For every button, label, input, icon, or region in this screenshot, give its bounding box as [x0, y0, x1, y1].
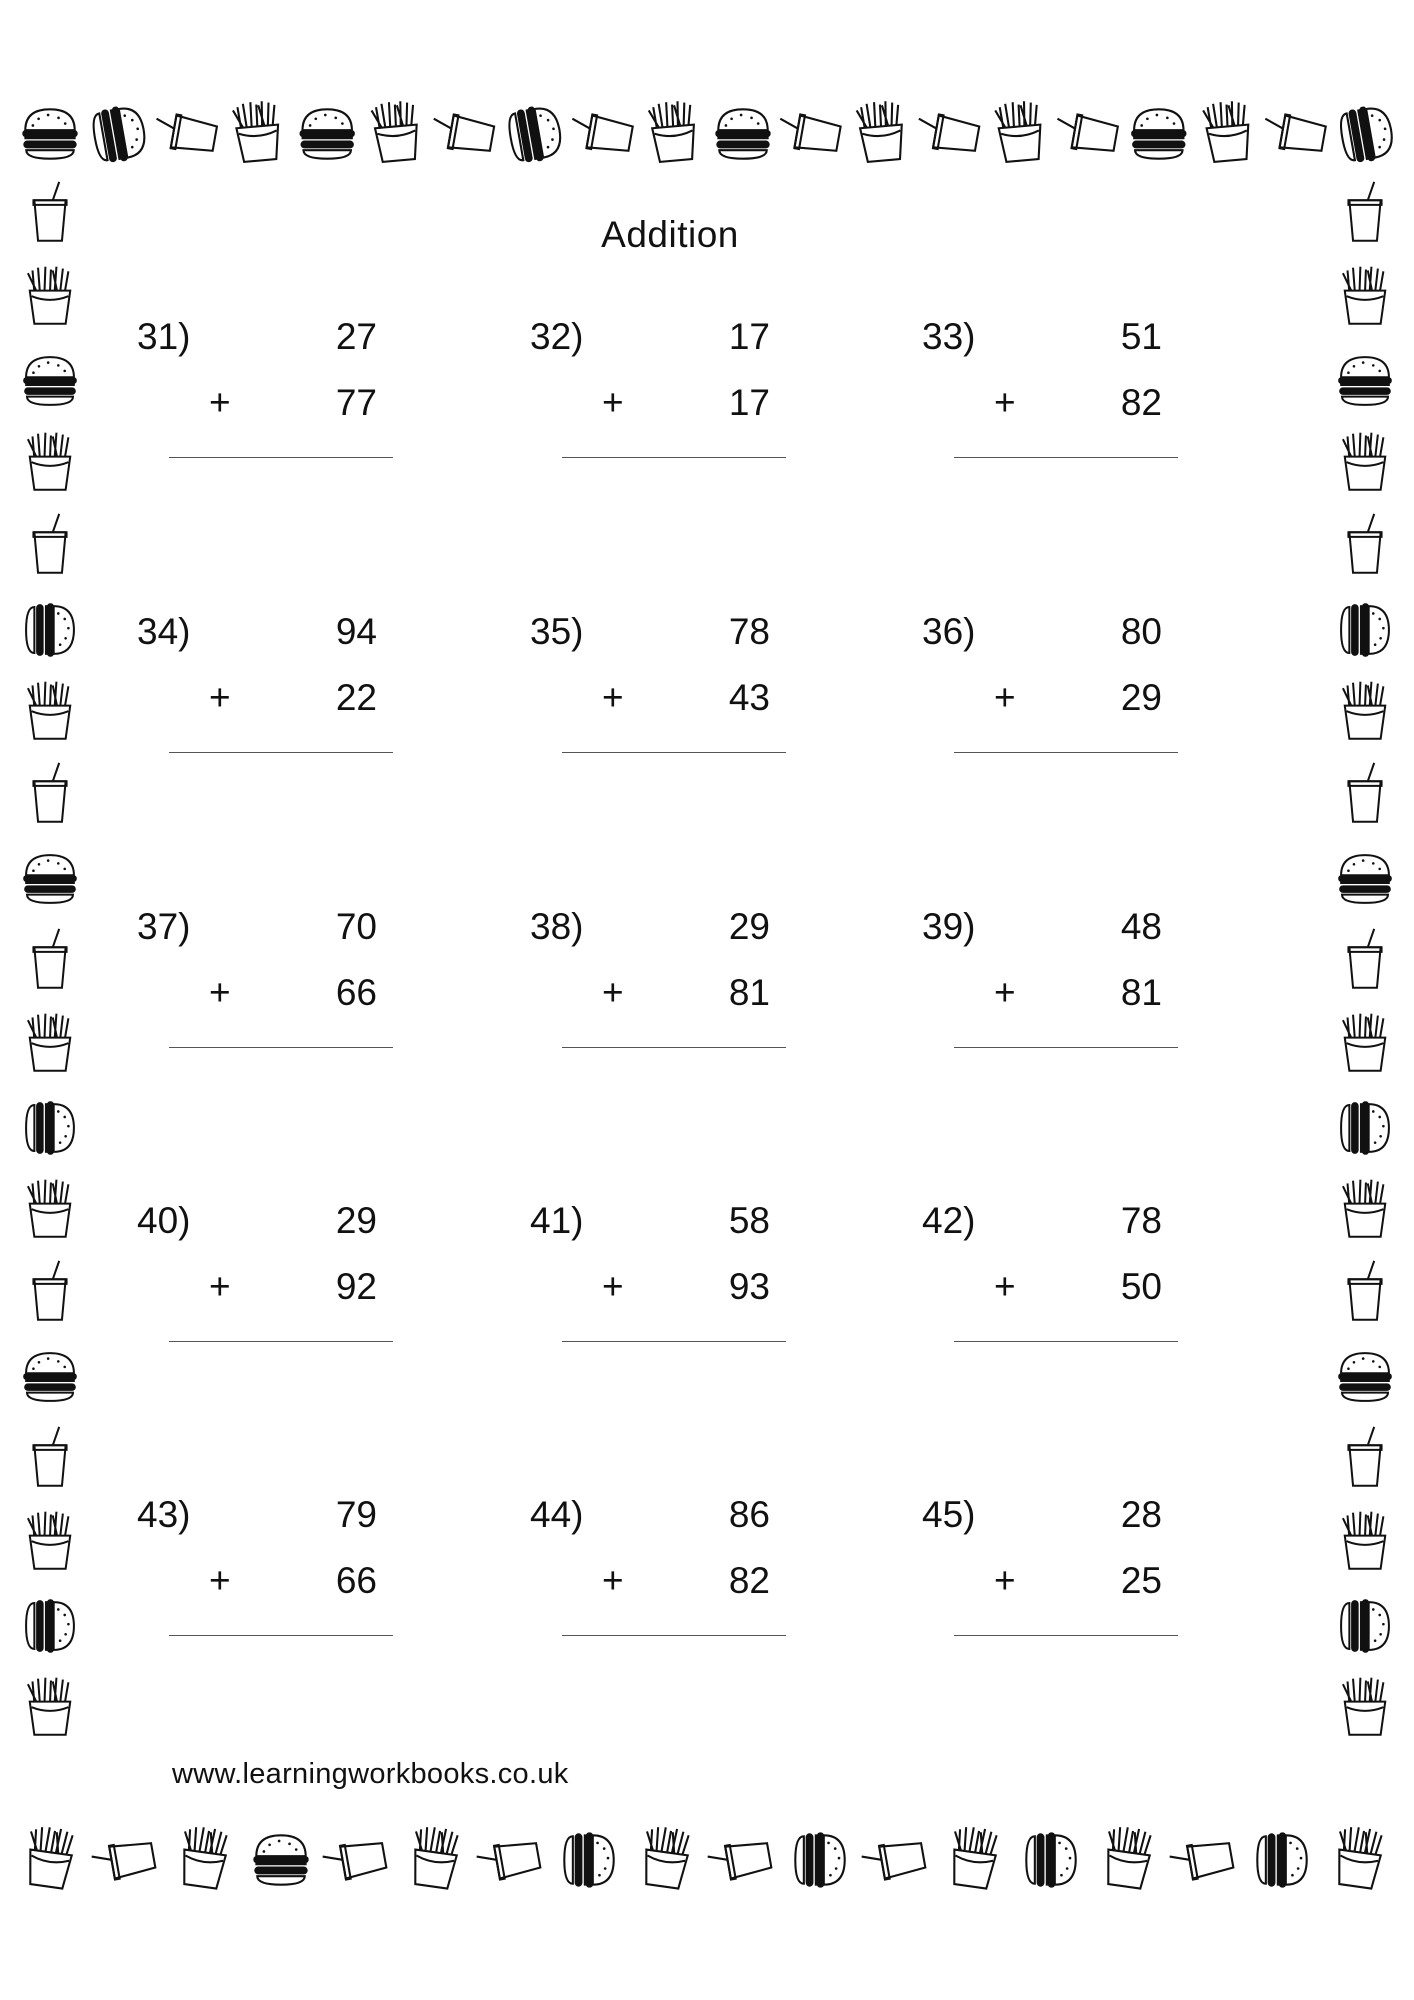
second-addend: 77	[335, 382, 377, 423]
second-addend: 93	[728, 1266, 770, 1307]
first-addend: 17	[728, 316, 770, 357]
burger-icon	[23, 109, 76, 158]
problem-item	[137, 1200, 397, 1400]
problem-number: 33)	[922, 316, 976, 357]
first-addend: 58	[728, 1200, 770, 1241]
problem-number: 44)	[530, 1494, 584, 1535]
first-addend: 78	[728, 611, 770, 652]
plus-sign: +	[209, 382, 231, 423]
problem-number: 35)	[530, 611, 584, 652]
burger-icon	[716, 109, 769, 158]
answer-line[interactable]	[562, 457, 786, 458]
fries-icon	[1203, 100, 1252, 162]
answer-line[interactable]	[169, 457, 393, 458]
problem-item	[922, 316, 1182, 516]
fries-icon	[948, 1825, 999, 1889]
plus-sign: +	[209, 972, 231, 1013]
answer-line[interactable]	[169, 1341, 393, 1342]
second-addend: 66	[335, 972, 377, 1013]
second-addend: 25	[1120, 1560, 1162, 1601]
answer-line[interactable]	[954, 752, 1178, 753]
burger-icon	[24, 1353, 76, 1401]
problem-item	[530, 316, 790, 516]
answer-line[interactable]	[954, 1047, 1178, 1048]
first-addend: 27	[335, 316, 377, 357]
answer-line[interactable]	[562, 1635, 786, 1636]
fries-icon	[28, 433, 70, 490]
plus-sign: +	[209, 677, 231, 718]
drink-cup-icon	[1168, 1839, 1234, 1883]
drink-cup-icon	[1348, 182, 1381, 241]
first-addend: 86	[728, 1494, 770, 1535]
fries-icon	[371, 100, 420, 162]
answer-line[interactable]	[169, 1635, 393, 1636]
burger-icon	[24, 855, 76, 903]
burger-icon	[1339, 855, 1391, 903]
plus-sign: +	[994, 1266, 1016, 1307]
fries-icon	[232, 100, 281, 162]
problem-item	[137, 316, 397, 516]
second-addend: 17	[728, 382, 770, 423]
answer-line[interactable]	[954, 1341, 1178, 1342]
problem-number: 45)	[922, 1494, 976, 1535]
problem-number: 42)	[922, 1200, 976, 1241]
drink-cup-icon	[860, 1839, 926, 1883]
fries-icon	[648, 100, 697, 162]
burger-icon	[1341, 604, 1389, 656]
plus-sign: +	[602, 1560, 624, 1601]
problem-item	[922, 611, 1182, 811]
drink-cup-icon	[475, 1839, 541, 1883]
fries-icon	[28, 267, 70, 324]
plus-sign: +	[602, 382, 624, 423]
burger-icon	[90, 104, 148, 165]
answer-line[interactable]	[954, 1635, 1178, 1636]
drink-cup-icon	[33, 514, 66, 573]
problem-number: 37)	[137, 906, 191, 947]
burger-icon	[1341, 1102, 1389, 1154]
first-addend: 70	[335, 906, 377, 947]
second-addend: 29	[1120, 677, 1162, 718]
second-addend: 43	[728, 677, 770, 718]
drink-cup-icon	[90, 1839, 156, 1883]
drink-cup-icon	[1053, 111, 1119, 155]
answer-line[interactable]	[562, 752, 786, 753]
problem-number: 43)	[137, 1494, 191, 1535]
burger-icon	[1338, 104, 1396, 165]
answer-line[interactable]	[562, 1341, 786, 1342]
drink-cup-icon	[1348, 763, 1381, 822]
drink-cup-icon	[568, 111, 634, 155]
fries-icon	[1343, 433, 1385, 490]
first-addend: 29	[335, 1200, 377, 1241]
drink-cup-icon	[33, 1427, 66, 1486]
answer-line[interactable]	[954, 457, 1178, 458]
fries-icon	[640, 1825, 691, 1889]
second-addend: 92	[335, 1266, 377, 1307]
fries-icon	[1343, 1014, 1385, 1071]
plus-sign: +	[994, 972, 1016, 1013]
problem-number: 36)	[922, 611, 976, 652]
plus-sign: +	[994, 677, 1016, 718]
drink-cup-icon	[706, 1839, 772, 1883]
fries-icon	[28, 1512, 70, 1569]
answer-line[interactable]	[169, 752, 393, 753]
burger-icon	[1132, 109, 1185, 158]
second-addend: 66	[335, 1560, 377, 1601]
first-addend: 28	[1120, 1494, 1162, 1535]
footer-url: www.learningworkbooks.co.uk	[172, 1758, 569, 1790]
burger-icon	[26, 1600, 74, 1652]
burger-icon	[26, 1102, 74, 1154]
problem-number: 40)	[137, 1200, 191, 1241]
burger-icon	[26, 604, 74, 656]
drink-cup-icon	[1348, 1427, 1381, 1486]
fries-icon	[28, 682, 70, 739]
burger-icon	[1026, 1833, 1075, 1886]
second-addend: 82	[1120, 382, 1162, 423]
fries-icon	[1343, 1512, 1385, 1569]
fries-icon	[409, 1825, 460, 1889]
second-addend: 50	[1120, 1266, 1162, 1307]
fries-icon	[28, 1678, 70, 1735]
burger-icon	[564, 1833, 613, 1886]
problem-item	[530, 611, 790, 811]
burger-icon	[1339, 1353, 1391, 1401]
fries-icon	[1343, 1678, 1385, 1735]
fries-icon	[1343, 267, 1385, 324]
fries-icon	[28, 1180, 70, 1237]
second-addend: 81	[1120, 972, 1162, 1013]
problem-number: 32)	[530, 316, 584, 357]
drink-cup-icon	[1348, 1261, 1381, 1320]
fries-icon	[1343, 1180, 1385, 1237]
second-addend: 82	[728, 1560, 770, 1601]
problem-item	[530, 1200, 790, 1400]
burger-icon	[24, 357, 76, 405]
drink-cup-icon	[429, 111, 495, 155]
plus-sign: +	[994, 1560, 1016, 1601]
first-addend: 79	[335, 1494, 377, 1535]
second-addend: 22	[335, 677, 377, 718]
page-title: Addition	[601, 214, 739, 255]
fries-icon	[856, 100, 905, 162]
first-addend: 51	[1120, 316, 1162, 357]
plus-sign: +	[209, 1560, 231, 1601]
problem-number: 39)	[922, 906, 976, 947]
burger-icon	[506, 104, 564, 165]
problem-number: 31)	[137, 316, 191, 357]
second-addend: 81	[728, 972, 770, 1013]
drink-cup-icon	[776, 111, 842, 155]
fries-icon	[1333, 1825, 1384, 1889]
plus-sign: +	[209, 1266, 231, 1307]
burger-icon	[301, 109, 354, 158]
problem-item	[922, 906, 1182, 1106]
problem-number: 34)	[137, 611, 191, 652]
drink-cup-icon	[33, 1261, 66, 1320]
drink-cup-icon	[914, 111, 980, 155]
answer-line[interactable]	[169, 1047, 393, 1048]
problem-item	[922, 1494, 1182, 1694]
drink-cup-icon	[33, 763, 66, 822]
drink-cup-icon	[321, 1839, 387, 1883]
first-addend: 48	[1120, 906, 1162, 947]
first-addend: 80	[1120, 611, 1162, 652]
plus-sign: +	[602, 972, 624, 1013]
burger-icon	[795, 1833, 844, 1886]
plus-sign: +	[602, 677, 624, 718]
fries-icon	[178, 1825, 229, 1889]
burger-icon	[1257, 1833, 1306, 1886]
first-addend: 29	[728, 906, 770, 947]
burger-icon	[1341, 1600, 1389, 1652]
burger-icon	[254, 1835, 307, 1884]
burger-icon	[1339, 357, 1391, 405]
answer-line[interactable]	[562, 1047, 786, 1048]
drink-cup-icon	[1348, 929, 1381, 988]
plus-sign: +	[602, 1266, 624, 1307]
fries-icon	[1343, 682, 1385, 739]
problem-item	[137, 906, 397, 1106]
fries-icon	[28, 1014, 70, 1071]
problem-item	[922, 1200, 1182, 1400]
fries-icon	[995, 100, 1044, 162]
first-addend: 78	[1120, 1200, 1162, 1241]
drink-cup-icon	[1348, 514, 1381, 573]
fries-icon	[1102, 1825, 1153, 1889]
problem-number: 41)	[530, 1200, 584, 1241]
fries-icon	[24, 1825, 75, 1889]
problem-number: 38)	[530, 906, 584, 947]
drink-cup-icon	[33, 929, 66, 988]
problem-item	[137, 1494, 397, 1694]
problem-item	[137, 611, 397, 811]
problem-item	[530, 906, 790, 1106]
drink-cup-icon	[1261, 111, 1327, 155]
plus-sign: +	[994, 382, 1016, 423]
problem-item	[530, 1494, 790, 1694]
first-addend: 94	[335, 611, 377, 652]
drink-cup-icon	[152, 111, 218, 155]
